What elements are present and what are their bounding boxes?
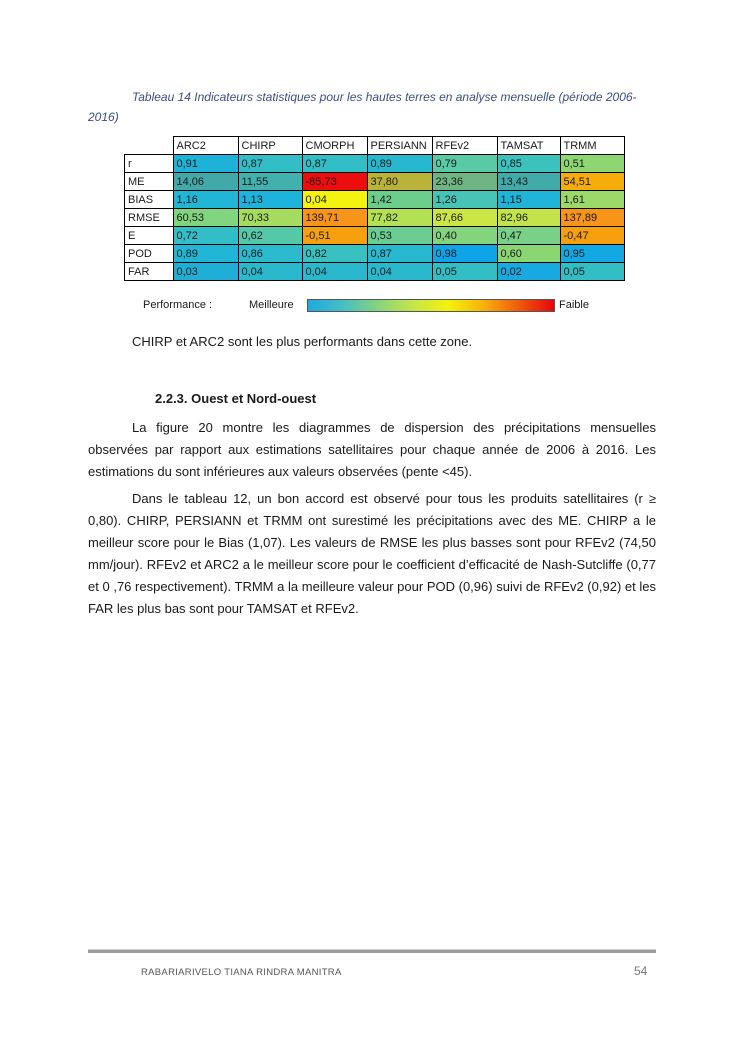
- column-header: TAMSAT: [497, 137, 560, 155]
- table-cell: 0,04: [302, 191, 367, 209]
- table-cell: 0,02: [497, 263, 560, 281]
- table-cell: 14,06: [173, 173, 238, 191]
- paragraph-table-12: Dans le tableau 12, un bon accord est observé pour tous les produits satellitaires (r ≥ 0,80). CHIRP, PERSIANN et TRMM ont surestimé les précipitations avec des ME. CHIRP a le meilleur score pour le Bias (1,07). Les valeurs de RMSE les plus basses sont pour RFEv2 (74,50 mm/jour). RFEv2 et ARC2 a le meilleur score pour le coefficient d’efficacité de Nash-Sutcliffe (0,77 et 0 ,76 respectivement). TRMM a la meilleure valeur pour POD (0,96) suivi de RFEv2 (0,92) et les FAR les plus bas sont pour TAMSAT et RFEv2.: [88, 491, 656, 616]
- performance-legend: [143, 299, 613, 313]
- table-row: [125, 245, 625, 263]
- table-corner: [125, 137, 174, 155]
- table-cell: 37,80: [367, 173, 432, 191]
- table-row: [125, 227, 625, 245]
- row-label: POD: [125, 245, 174, 263]
- table-cell: 82,96: [497, 209, 560, 227]
- section-heading: 2.2.3. Ouest et Nord-ouest: [155, 391, 317, 406]
- table-cell: 0,89: [367, 155, 432, 173]
- table-cell: 70,33: [238, 209, 302, 227]
- row-label: BIAS: [125, 191, 174, 209]
- row-label: FAR: [125, 263, 174, 281]
- table-cell: 0,87: [302, 155, 367, 173]
- table-cell: 0,04: [367, 263, 432, 281]
- table-cell: 137,89: [560, 209, 624, 227]
- table-cell: 0,98: [432, 245, 497, 263]
- table-body: [125, 155, 625, 281]
- table-cell: 13,43: [497, 173, 560, 191]
- table-cell: 0,72: [173, 227, 238, 245]
- table-cell: 0,85: [497, 155, 560, 173]
- table-cell: 54,51: [560, 173, 624, 191]
- table-row: [125, 191, 625, 209]
- column-header: CHIRP: [238, 137, 302, 155]
- column-header: CMORPH: [302, 137, 367, 155]
- table-cell: 0,05: [560, 263, 624, 281]
- table-cell: 0,87: [367, 245, 432, 263]
- table-header-row: [125, 137, 625, 155]
- table-cell: 60,53: [173, 209, 238, 227]
- paragraph-figure-20: La figure 20 montre les diagrammes de dispersion des précipitations mensuelles observées par rapport aux estimations satellitaires pour chaque année de 2006 à 2016. Les estimations du sont inférieures aux valeurs observées (pente <45).: [88, 420, 656, 479]
- table-cell: 0,95: [560, 245, 624, 263]
- paragraph-summary: CHIRP et ARC2 sont les plus performants dans cette zone.: [132, 334, 473, 349]
- table-cell: 0,62: [238, 227, 302, 245]
- table-cell: 0,47: [497, 227, 560, 245]
- column-header: PERSIANN: [367, 137, 432, 155]
- column-header: RFEv2: [432, 137, 497, 155]
- table-cell: 0,51: [560, 155, 624, 173]
- footer-author: RABARIARIVELO TIANA RINDRA MANITRA: [141, 967, 342, 978]
- table-cell: 87,66: [432, 209, 497, 227]
- row-label: RMSE: [125, 209, 174, 227]
- row-label: E: [125, 227, 174, 245]
- table-cell: 0,91: [173, 155, 238, 173]
- table-cell: -0,51: [302, 227, 367, 245]
- legend-worst-label: Faible: [559, 299, 589, 311]
- table-cell: 0,82: [302, 245, 367, 263]
- table-cell: 0,60: [497, 245, 560, 263]
- table-cell: 0,05: [432, 263, 497, 281]
- table-row: [125, 173, 625, 191]
- table-cell: 1,42: [367, 191, 432, 209]
- table-cell: 1,13: [238, 191, 302, 209]
- footer-rule: [88, 949, 656, 953]
- row-label: r: [125, 155, 174, 173]
- table-cell: 1,61: [560, 191, 624, 209]
- table-cell: 0,04: [238, 263, 302, 281]
- table-row: [125, 155, 625, 173]
- table-cell: 77,82: [367, 209, 432, 227]
- row-label: ME: [125, 173, 174, 191]
- legend-color-scale: [307, 299, 555, 312]
- table-cell: 1,16: [173, 191, 238, 209]
- statistics-table: [124, 136, 625, 281]
- column-header: TRMM: [560, 137, 624, 155]
- table-cell: 0,87: [238, 155, 302, 173]
- table-cell: 11,55: [238, 173, 302, 191]
- table-cell: 139,71: [302, 209, 367, 227]
- table-row: [125, 209, 625, 227]
- column-header: ARC2: [173, 137, 238, 155]
- table-cell: 1,15: [497, 191, 560, 209]
- legend-best-label: Meilleure: [249, 299, 294, 311]
- page-number: 54: [634, 964, 648, 978]
- table-cell: 0,86: [238, 245, 302, 263]
- table-cell: 0,04: [302, 263, 367, 281]
- table-cell: 1,26: [432, 191, 497, 209]
- table-row: [125, 263, 625, 281]
- table-cell: 0,89: [173, 245, 238, 263]
- table-cell: -0,47: [560, 227, 624, 245]
- table-cell: 0,03: [173, 263, 238, 281]
- table-cell: 0,79: [432, 155, 497, 173]
- table-caption: Tableau 14 Indicateurs statistiques pour les hautes terres en analyse mensuelle (période 2006-2016): [88, 90, 637, 124]
- table-cell: -85,73: [302, 173, 367, 191]
- table-cell: 0,53: [367, 227, 432, 245]
- table-cell: 23,36: [432, 173, 497, 191]
- table-cell: 0,40: [432, 227, 497, 245]
- legend-label: Performance :: [143, 299, 213, 311]
